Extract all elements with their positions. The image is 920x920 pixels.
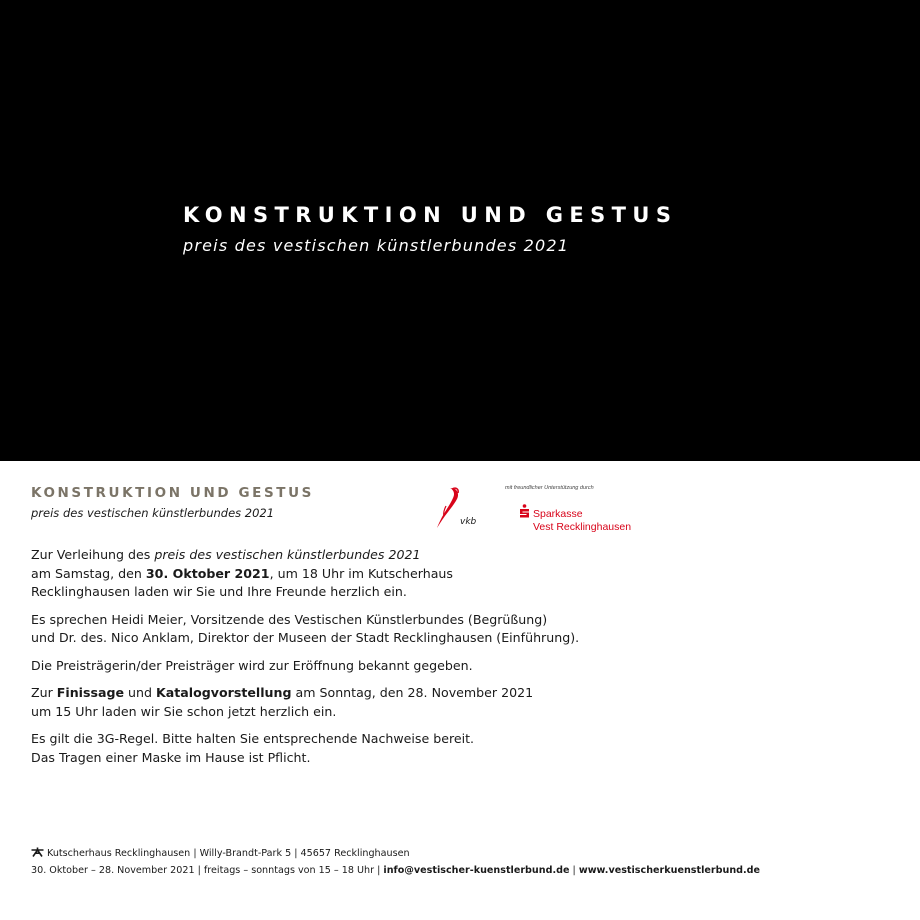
footer-address-line xyxy=(31,845,760,862)
paragraph-covid-rules: Es gilt die 3G-Regel. Bitte halten Sie entsprechende Nachweise bereit. Das Tragen einer Maske im Hause ist Pflicht. xyxy=(31,731,475,765)
sparkasse-logo-text xyxy=(533,508,631,534)
hero-title: KONSTRUKTION UND GESTUS xyxy=(183,203,678,227)
paragraph-speakers: Es sprechen Heidi Meier, Vorsitzende des Vestischen Künstlerbundes (Begrüßung) und Dr. des. Nico Anklam, Direktor der Museen der Stadt Recklinghausen (Einführung). xyxy=(31,611,580,645)
kutscherhaus-icon xyxy=(31,847,44,857)
support-label: mit freundlicher Unterstützung durch xyxy=(505,485,594,491)
footer xyxy=(31,845,760,879)
vkb-logo-text: vkb xyxy=(460,517,477,527)
invitation-subtitle: preis des vestischen künstlerbundes 2021 xyxy=(31,506,275,520)
invitation-title: KONSTRUKTION UND GESTUS xyxy=(31,485,314,501)
paragraph-invitation: Zur Verleihung des preis des vestischen künstlerbundes 2021 am Samstag, den 30. Oktober 2021, um 18 Uhr im Kutscherhaus Recklinghausen laden wir Sie und Ihre Freunde herzlich ein. xyxy=(31,547,453,599)
paragraph-winner: Die Preisträgerin/der Preisträger wird zur Eröffnung bekannt gegeben. xyxy=(31,657,473,673)
footer-address: Kutscherhaus Recklinghausen | Willy-Brandt-Park 5 | 45657 Recklinghausen xyxy=(47,848,410,859)
footer-email-link[interactable]: info@vestischer-kuenstlerbund.de xyxy=(383,865,570,876)
footer-info-line: 30. Oktober – 28. November 2021 | freitags – sonntags von 15 – 18 Uhr | info@vestischer-kuenstlerbund.de | www.vestischerkuenstlerbund.de xyxy=(31,865,761,876)
finissage-label: Finissage xyxy=(56,685,125,700)
catalog-label: Katalogvorstellung xyxy=(156,685,292,700)
sparkasse-name: Sparkasse xyxy=(533,508,583,520)
opening-date: 30. Oktober 2021 xyxy=(145,565,270,581)
footer-website-link[interactable]: www.vestischerkuenstlerbund.de xyxy=(578,865,761,876)
footer-dates: 30. Oktober – 28. November 2021 | freitags – sonntags von 15 – 18 Uhr | xyxy=(31,865,384,876)
sparkasse-region: Vest Recklinghausen xyxy=(533,521,632,533)
hero-subtitle: preis des vestischen künstlerbundes 2021 xyxy=(183,236,570,255)
paragraph-finissage: Zur Finissage und Katalogvorstellung am Sonntag, den 28. November 2021 um 15 Uhr laden wir Sie schon jetzt herzlich ein. xyxy=(31,685,534,719)
invitation-body xyxy=(31,546,631,776)
sparkasse-logo-icon xyxy=(519,504,530,518)
award-name: preis des vestischen künstlerbundes 2021 xyxy=(154,547,421,562)
